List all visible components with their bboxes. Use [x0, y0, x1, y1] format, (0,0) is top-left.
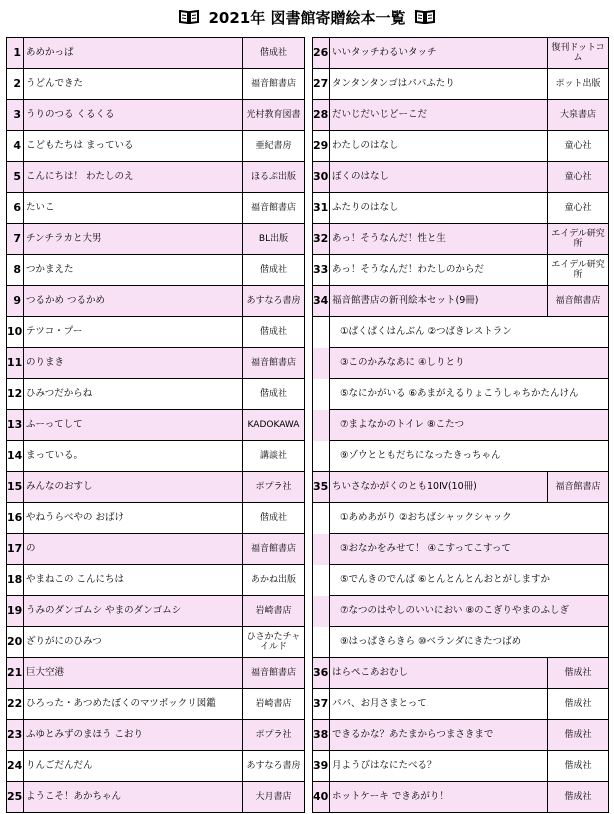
- book-title: ちいさなかがくのとも10Ⅳ(10冊): [330, 472, 548, 503]
- book-row: [7, 534, 305, 565]
- book-number: [313, 503, 330, 534]
- book-number: 18: [7, 565, 24, 596]
- book-row: [313, 689, 609, 720]
- book-row: [313, 782, 609, 813]
- book-row: [7, 224, 305, 255]
- book-row: [313, 751, 609, 782]
- book-row: [313, 162, 609, 193]
- book-publisher: 偕成社: [548, 751, 609, 782]
- book-publisher: 亜紀書房: [243, 131, 305, 162]
- book-title: ふゆとみずのまほう こおり: [24, 720, 243, 751]
- book-number: 6: [7, 193, 24, 224]
- book-publisher: 童心社: [548, 193, 609, 224]
- book-number: 3: [7, 100, 24, 131]
- book-number: 14: [7, 441, 24, 472]
- book-publisher: 偕成社: [243, 38, 305, 69]
- set-contents-row: [313, 534, 609, 565]
- open-book-icon: [179, 10, 199, 24]
- book-row: [313, 224, 609, 255]
- book-publisher: 講談社: [243, 441, 305, 472]
- book-publisher: ほるぷ出版: [243, 162, 305, 193]
- book-number: 33: [313, 255, 330, 286]
- book-publisher: あすなろ書房: [243, 286, 305, 317]
- book-publisher: 福音館書店: [548, 472, 609, 503]
- book-table-left: [6, 37, 305, 813]
- book-number: 34: [313, 286, 330, 317]
- book-publisher: 大月書店: [243, 782, 305, 813]
- book-publisher: 福音館書店: [243, 534, 305, 565]
- book-row: [7, 689, 305, 720]
- book-number: 29: [313, 131, 330, 162]
- book-row: [7, 472, 305, 503]
- book-row: [7, 658, 305, 689]
- book-title: いいタッチわるいタッチ: [330, 38, 548, 69]
- book-publisher: 福音館書店: [243, 69, 305, 100]
- book-number: 31: [313, 193, 330, 224]
- book-row: [313, 69, 609, 100]
- book-publisher: 福音館書店: [243, 658, 305, 689]
- book-number: [313, 565, 330, 596]
- book-number: [313, 410, 330, 441]
- book-number: 2: [7, 69, 24, 100]
- book-title: ひみつだからね: [24, 379, 243, 410]
- book-number: 11: [7, 348, 24, 379]
- set-contents: ⑨ゾウとともだちになったきっちゃん: [330, 441, 609, 472]
- book-publisher: 偕成社: [548, 689, 609, 720]
- book-number: 8: [7, 255, 24, 286]
- book-number: 9: [7, 286, 24, 317]
- book-title: 巨大空港: [24, 658, 243, 689]
- book-title: うみのダンゴムシ やまのダンゴムシ: [24, 596, 243, 627]
- set-contents-row: [313, 410, 609, 441]
- book-row: [7, 255, 305, 286]
- book-number: 4: [7, 131, 24, 162]
- book-number: [313, 348, 330, 379]
- book-publisher: あすなろ書房: [243, 751, 305, 782]
- book-publisher: 偕成社: [243, 255, 305, 286]
- book-title: テツコ・プー: [24, 317, 243, 348]
- book-publisher: 岩崎書店: [243, 596, 305, 627]
- book-title: あめかっぱ: [24, 38, 243, 69]
- book-title: チンチラカと大男: [24, 224, 243, 255]
- book-title: まっている。: [24, 441, 243, 472]
- book-row: [313, 193, 609, 224]
- page-title: 2021年 図書館寄贈絵本一覧: [208, 8, 406, 27]
- book-title: だいじだいじどーこだ: [330, 100, 548, 131]
- book-publisher: 岩崎書店: [243, 689, 305, 720]
- book-number: 27: [313, 69, 330, 100]
- book-number: 37: [313, 689, 330, 720]
- book-publisher: 童心社: [548, 162, 609, 193]
- book-title: ざりがにのひみつ: [24, 627, 243, 658]
- book-row: [313, 286, 609, 317]
- book-title: あっ！そうなんだ！わたしのからだ: [330, 255, 548, 286]
- book-number: 28: [313, 100, 330, 131]
- book-row: [7, 410, 305, 441]
- book-publisher: 光村教育図書: [243, 100, 305, 131]
- book-number: 39: [313, 751, 330, 782]
- book-title: はらぺこあおむし: [330, 658, 548, 689]
- book-number: 38: [313, 720, 330, 751]
- set-contents: ⑤なにかがいる ⑥あまがえるりょこうしゃちかたんけん: [330, 379, 609, 410]
- book-title: うどんできた: [24, 69, 243, 100]
- book-title: ぼくのはなし: [330, 162, 548, 193]
- set-contents: ①ぱくぱくはんぶん ②つばきレストラン: [330, 317, 609, 348]
- set-contents: ③このかみなあに ④しりとり: [330, 348, 609, 379]
- book-table-right: [312, 37, 609, 813]
- book-publisher: 童心社: [548, 131, 609, 162]
- book-row: [7, 131, 305, 162]
- book-row: [7, 162, 305, 193]
- book-title: できるかな？あたまからつまさきまで: [330, 720, 548, 751]
- book-row: [313, 472, 609, 503]
- book-number: 13: [7, 410, 24, 441]
- open-book-icon: [415, 10, 435, 24]
- book-number: 1: [7, 38, 24, 69]
- book-number: 17: [7, 534, 24, 565]
- book-row: [7, 565, 305, 596]
- book-publisher: 偕成社: [548, 782, 609, 813]
- book-row: [7, 317, 305, 348]
- book-number: 22: [7, 689, 24, 720]
- book-title: 月ようびはなにたべる？: [330, 751, 548, 782]
- set-contents: ⑤でんきのでんば ⑥とんとんとんおとがしますか: [330, 565, 609, 596]
- book-title: パパ、お月さまとって: [330, 689, 548, 720]
- book-publisher: 福音館書店: [548, 286, 609, 317]
- set-contents-row: [313, 379, 609, 410]
- book-title: こどもたちは まっている: [24, 131, 243, 162]
- set-contents-row: [313, 627, 609, 658]
- book-title: ようこそ！あかちゃん: [24, 782, 243, 813]
- book-row: [7, 720, 305, 751]
- book-title: あっ！そうなんだ！性と生: [330, 224, 548, 255]
- book-number: 12: [7, 379, 24, 410]
- book-publisher: 偕成社: [243, 317, 305, 348]
- book-publisher: ひさかたチャイルド: [243, 627, 305, 658]
- book-publisher: BL出版: [243, 224, 305, 255]
- book-title: ふたりのはなし: [330, 193, 548, 224]
- book-title: の: [24, 534, 243, 565]
- book-title: ホットケーキ できあがり！: [330, 782, 548, 813]
- set-contents-row: [313, 596, 609, 627]
- book-row: [7, 69, 305, 100]
- set-contents-row: [313, 348, 609, 379]
- book-publisher: 復刊ドットコム: [548, 38, 609, 69]
- book-publisher: ポット出版: [548, 69, 609, 100]
- book-number: [313, 441, 330, 472]
- book-row: [7, 379, 305, 410]
- book-row: [7, 348, 305, 379]
- book-number: 23: [7, 720, 24, 751]
- set-contents-row: [313, 441, 609, 472]
- book-publisher: 大泉書店: [548, 100, 609, 131]
- book-publisher: エイデル研究所: [548, 224, 609, 255]
- book-row: [7, 38, 305, 69]
- book-title: タンタンタンゴはパパふたり: [330, 69, 548, 100]
- book-title: やねうらべやの おばけ: [24, 503, 243, 534]
- book-title: ふーってして: [24, 410, 243, 441]
- book-row: [313, 100, 609, 131]
- book-row: [7, 627, 305, 658]
- book-publisher: ポプラ社: [243, 720, 305, 751]
- book-list: [6, 37, 609, 804]
- book-row: [313, 38, 609, 69]
- book-title: りんごだんだん: [24, 751, 243, 782]
- book-number: 7: [7, 224, 24, 255]
- book-number: 35: [313, 472, 330, 503]
- book-publisher: エイデル研究所: [548, 255, 609, 286]
- book-publisher: あかね出版: [243, 565, 305, 596]
- book-number: [313, 379, 330, 410]
- page-title-bar: [0, 0, 614, 34]
- book-number: 25: [7, 782, 24, 813]
- book-row: [313, 658, 609, 689]
- set-contents-row: [313, 565, 609, 596]
- book-row: [7, 782, 305, 813]
- book-row: [313, 720, 609, 751]
- book-title: こんにちは！ わたしのえ: [24, 162, 243, 193]
- book-title: つるかめ つるかめ: [24, 286, 243, 317]
- set-contents: ①あめあがり ②おちばシャックシャック: [330, 503, 609, 534]
- set-contents: ③おなかをみせて！ ④こすってこすって: [330, 534, 609, 565]
- book-title: わたしのはなし: [330, 131, 548, 162]
- book-number: [313, 317, 330, 348]
- book-title: うりのつる くるくる: [24, 100, 243, 131]
- book-row: [7, 100, 305, 131]
- book-title: 福音館書店の新刊絵本セット(9冊): [330, 286, 548, 317]
- book-row: [7, 596, 305, 627]
- book-number: 21: [7, 658, 24, 689]
- book-publisher: 偕成社: [243, 503, 305, 534]
- book-row: [7, 441, 305, 472]
- book-title: ひろった・あつめたぼくのマツボックリ図鑑: [24, 689, 243, 720]
- book-title: つかまえた: [24, 255, 243, 286]
- book-title: やまねこの こんにちは: [24, 565, 243, 596]
- set-contents-row: [313, 503, 609, 534]
- book-number: 20: [7, 627, 24, 658]
- book-publisher: 偕成社: [548, 658, 609, 689]
- book-row: [7, 286, 305, 317]
- book-number: 26: [313, 38, 330, 69]
- book-row: [313, 131, 609, 162]
- book-number: 15: [7, 472, 24, 503]
- set-contents-row: [313, 317, 609, 348]
- book-publisher: KADOKAWA: [243, 410, 305, 441]
- book-number: 36: [313, 658, 330, 689]
- book-number: 32: [313, 224, 330, 255]
- book-title: たいこ: [24, 193, 243, 224]
- book-number: 30: [313, 162, 330, 193]
- book-title: のりまき: [24, 348, 243, 379]
- book-publisher: ポプラ社: [243, 472, 305, 503]
- book-row: [7, 503, 305, 534]
- book-number: 5: [7, 162, 24, 193]
- book-number: 10: [7, 317, 24, 348]
- set-contents: ⑨はっぱきらきら ⑩ベランダにきたつばめ: [330, 627, 609, 658]
- set-contents: ⑦まよなかのトイレ ⑧こたつ: [330, 410, 609, 441]
- set-contents: ⑦なつのはやしのいいにおい ⑧のこぎりやまのふしぎ: [330, 596, 609, 627]
- book-number: [313, 596, 330, 627]
- book-title: みんなのおすし: [24, 472, 243, 503]
- book-publisher: 福音館書店: [243, 193, 305, 224]
- book-publisher: 偕成社: [243, 379, 305, 410]
- book-publisher: 偕成社: [548, 720, 609, 751]
- book-number: 19: [7, 596, 24, 627]
- book-number: 24: [7, 751, 24, 782]
- book-number: [313, 627, 330, 658]
- book-row: [7, 751, 305, 782]
- book-row: [313, 255, 609, 286]
- book-number: 40: [313, 782, 330, 813]
- book-publisher: 福音館書店: [243, 348, 305, 379]
- book-number: [313, 534, 330, 565]
- book-row: [7, 193, 305, 224]
- book-number: 16: [7, 503, 24, 534]
